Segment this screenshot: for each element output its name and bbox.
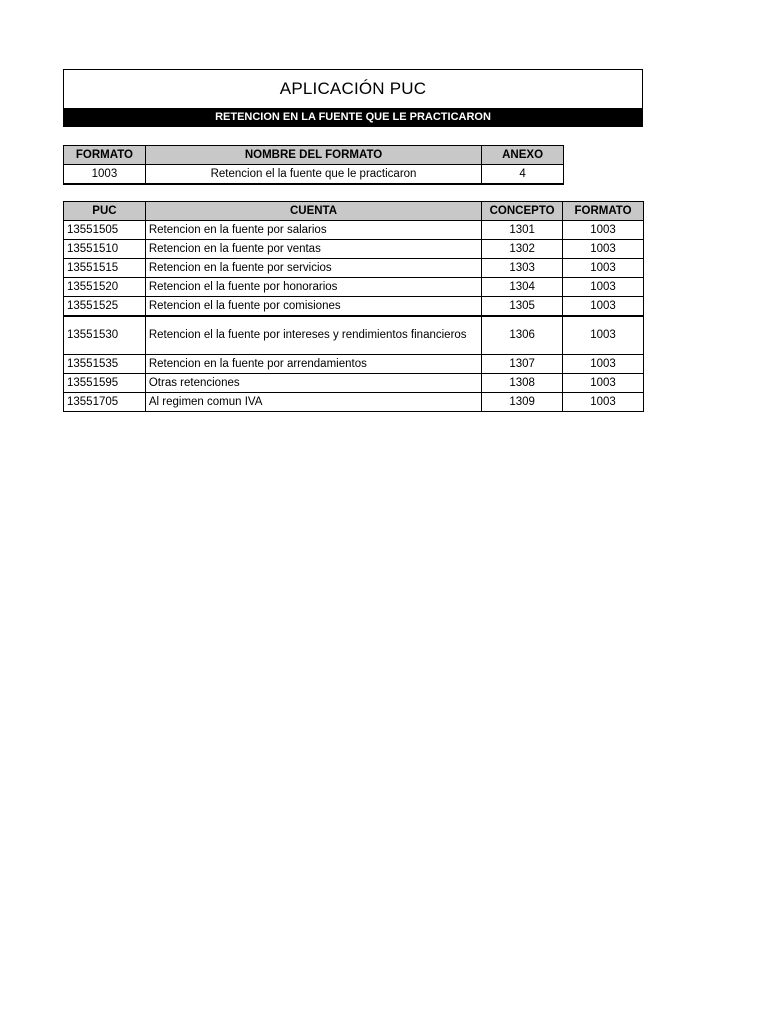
- puc-header-puc: PUC: [64, 202, 146, 221]
- puc-cell: 13551505: [64, 221, 146, 240]
- formato-cell: 1003: [563, 297, 644, 317]
- formato-cell: 1003: [563, 373, 644, 392]
- table-row: [64, 259, 644, 278]
- puc-cell: 13551530: [64, 316, 146, 354]
- table-row: [64, 297, 644, 317]
- cuenta-cell: Al regimen comun IVA: [145, 392, 481, 411]
- cuenta-cell: Retencion en la fuente por salarios: [145, 221, 481, 240]
- table-row: [64, 316, 644, 354]
- cuenta-cell: Retencion en la fuente por ventas: [145, 240, 481, 259]
- puc-cell: 13551515: [64, 259, 146, 278]
- table-row: [64, 278, 644, 297]
- format-cell-anexo: 4: [482, 165, 564, 185]
- formato-cell: 1003: [563, 278, 644, 297]
- format-cell-nombre: Retencion el la fuente que le practicaron: [145, 165, 481, 185]
- puc-cell: 13551520: [64, 278, 146, 297]
- table-row: [64, 240, 644, 259]
- concepto-cell: 1303: [482, 259, 563, 278]
- concepto-cell: 1306: [482, 316, 563, 354]
- puc-header-concepto: CONCEPTO: [482, 202, 563, 221]
- table-row: [64, 354, 644, 373]
- cuenta-cell: Retencion en la fuente por servicios: [145, 259, 481, 278]
- page-subtitle: RETENCION EN LA FUENTE QUE LE PRACTICARON: [64, 108, 642, 126]
- format-header-nombre: NOMBRE DEL FORMATO: [145, 146, 481, 165]
- concepto-cell: 1307: [482, 354, 563, 373]
- formato-cell: 1003: [563, 316, 644, 354]
- concepto-cell: 1309: [482, 392, 563, 411]
- table-row: [64, 373, 644, 392]
- format-header-formato: FORMATO: [64, 146, 146, 165]
- concepto-cell: 1305: [482, 297, 563, 317]
- format-table: [63, 145, 564, 185]
- puc-cell: 13551510: [64, 240, 146, 259]
- puc-header-formato: FORMATO: [563, 202, 644, 221]
- format-header-anexo: ANEXO: [482, 146, 564, 165]
- title-block: [63, 69, 643, 127]
- cuenta-cell: Retencion en la fuente por arrendamientos: [145, 354, 481, 373]
- formato-cell: 1003: [563, 240, 644, 259]
- format-cell-formato: 1003: [64, 165, 146, 185]
- puc-cell: 13551535: [64, 354, 146, 373]
- format-table-header-row: [64, 146, 564, 165]
- table-row: [64, 392, 644, 411]
- table-row: [64, 221, 644, 240]
- format-table-row: [64, 165, 564, 185]
- cuenta-cell: Retencion el la fuente por honorarios: [145, 278, 481, 297]
- cuenta-cell: Retencion el la fuente por comisiones: [145, 297, 481, 317]
- concepto-cell: 1302: [482, 240, 563, 259]
- formato-cell: 1003: [563, 221, 644, 240]
- cuenta-cell: Retencion el la fuente por intereses y rendimientos financieros: [145, 316, 481, 354]
- concepto-cell: 1301: [482, 221, 563, 240]
- puc-header-cuenta: CUENTA: [145, 202, 481, 221]
- puc-cell: 13551705: [64, 392, 146, 411]
- puc-cell: 13551525: [64, 297, 146, 317]
- formato-cell: 1003: [563, 259, 644, 278]
- puc-cell: 13551595: [64, 373, 146, 392]
- cuenta-cell: Otras retenciones: [145, 373, 481, 392]
- page-title: APLICACIÓN PUC: [279, 79, 427, 98]
- concepto-cell: 1308: [482, 373, 563, 392]
- formato-cell: 1003: [563, 392, 644, 411]
- puc-table-header-row: [64, 202, 644, 221]
- puc-table: [63, 201, 644, 412]
- formato-cell: 1003: [563, 354, 644, 373]
- concepto-cell: 1304: [482, 278, 563, 297]
